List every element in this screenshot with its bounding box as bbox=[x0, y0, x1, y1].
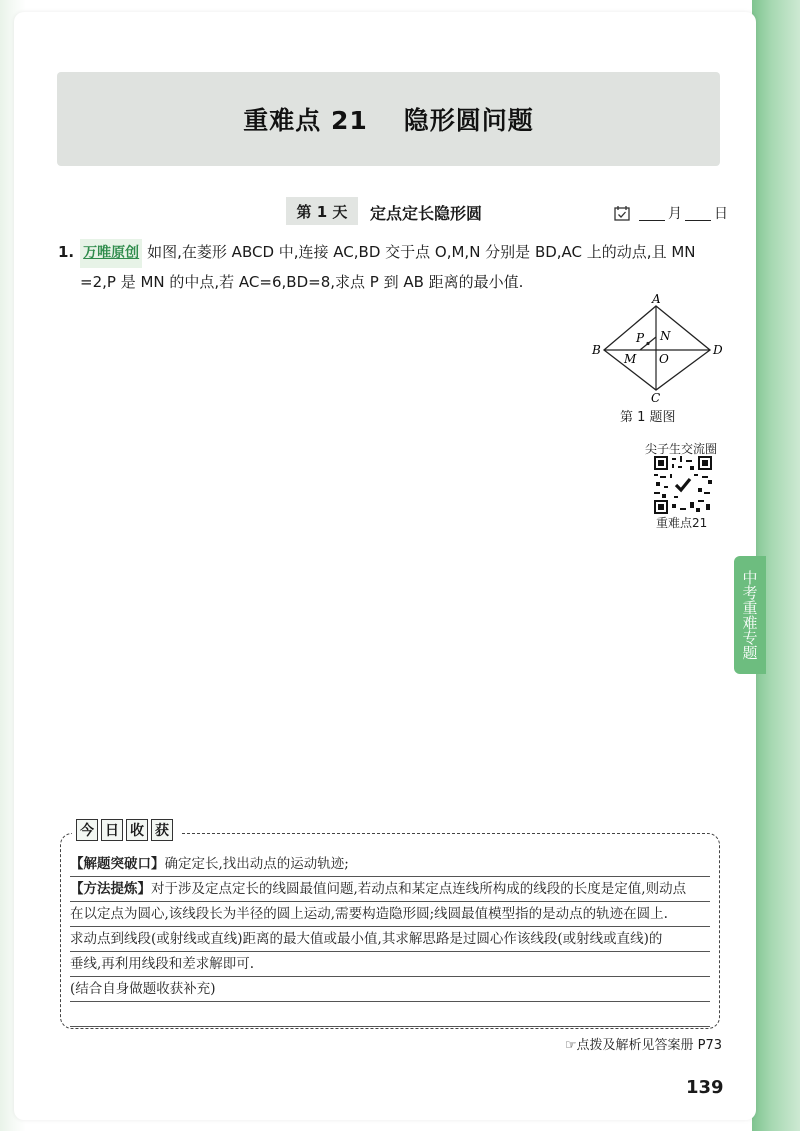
problem-text-line2: =2,P 是 MN 的中点,若 AC=6,BD=8,求点 P 到 AB 距离的最小值. bbox=[80, 273, 524, 291]
header-banner bbox=[57, 72, 720, 166]
label-o: O bbox=[659, 352, 669, 366]
day-blank[interactable] bbox=[685, 206, 711, 221]
qr-code-icon[interactable] bbox=[654, 456, 712, 514]
summary-title-char: 今 bbox=[76, 819, 98, 841]
date-field bbox=[614, 203, 728, 223]
summary-title-char: 收 bbox=[126, 819, 148, 841]
breakthrough-text: 确定定长,找出动点的运动轨迹; bbox=[164, 856, 349, 872]
method-line-4: 垂线,再利用线段和差求解即可. bbox=[70, 956, 255, 972]
day-row bbox=[0, 197, 800, 227]
label-d: D bbox=[713, 343, 723, 357]
method-line-1: 对于涉及定点定长的线圆最值问题,若动点和某定点连线所构成的线段的长度是定值,则动点 bbox=[151, 881, 687, 897]
qr-subtitle: 重难点21 bbox=[656, 516, 708, 530]
page-title bbox=[243, 101, 534, 137]
label-b: B bbox=[592, 343, 601, 357]
breakthrough-label: 【解题突破口】 bbox=[70, 856, 165, 872]
problem-1 bbox=[58, 238, 728, 297]
summary-line[interactable] bbox=[70, 977, 710, 1002]
rhombus-outline bbox=[604, 306, 710, 390]
label-m: M bbox=[624, 352, 637, 366]
summary-line bbox=[70, 927, 710, 952]
method-label: 【方法提炼】 bbox=[70, 881, 151, 897]
label-c: C bbox=[651, 391, 661, 404]
day-title: 定点定长隐形圆 bbox=[370, 204, 483, 223]
summary-title-char: 获 bbox=[151, 819, 173, 841]
day-badge: 第 1 天 bbox=[286, 197, 358, 225]
summary-blank-line[interactable] bbox=[70, 1002, 710, 1027]
summary-line bbox=[70, 902, 710, 927]
section-code: 重难点 21 bbox=[243, 106, 368, 135]
month-blank[interactable] bbox=[639, 206, 665, 221]
calendar-icon bbox=[614, 205, 630, 221]
summary-line bbox=[70, 952, 710, 977]
summary-title-char: 日 bbox=[101, 819, 123, 841]
label-a: A bbox=[652, 292, 661, 306]
original-tag: 万唯原创 bbox=[80, 239, 142, 268]
figure-caption: 第 1 题图 bbox=[620, 410, 676, 425]
summary-line bbox=[70, 877, 710, 902]
method-line-3: 求动点到线段(或射线或直线)距离的最大值或最小值,其求解思路是过圆心作该线段(或射线或直线)的 bbox=[70, 931, 663, 947]
label-p: P bbox=[636, 331, 645, 345]
day-label: 日 bbox=[714, 206, 728, 222]
supplement-text: (结合自身做题收获补充) bbox=[70, 981, 216, 997]
problem-number: 1. bbox=[58, 243, 75, 261]
answer-hint: ☞点拨及解析见答案册 P73 bbox=[564, 1038, 722, 1053]
point-p bbox=[646, 342, 649, 345]
rhombus-figure bbox=[590, 292, 730, 404]
section-title: 隐形圆问题 bbox=[403, 106, 534, 135]
summary-text bbox=[70, 852, 710, 1027]
side-tab-label: 中考重难专题 bbox=[740, 570, 759, 660]
summary-line bbox=[70, 852, 710, 877]
page-number: 139 bbox=[686, 1077, 724, 1098]
label-n: N bbox=[660, 329, 671, 343]
side-tab[interactable] bbox=[734, 556, 766, 674]
month-label: 月 bbox=[668, 206, 682, 222]
method-line-2: 在以定点为圆心,该线段长为半径的圆上运动,需要构造隐形圆;线圆最值模型指的是动点的轨迹在圆上. bbox=[70, 906, 668, 922]
qr-title: 尖子生交流圈 bbox=[645, 442, 718, 456]
summary-title bbox=[72, 819, 180, 841]
problem-text-line1: 如图,在菱形 ABCD 中,连接 AC,BD 交于点 O,M,N 分别是 BD,AC 上的动点,且 MN bbox=[147, 243, 696, 261]
